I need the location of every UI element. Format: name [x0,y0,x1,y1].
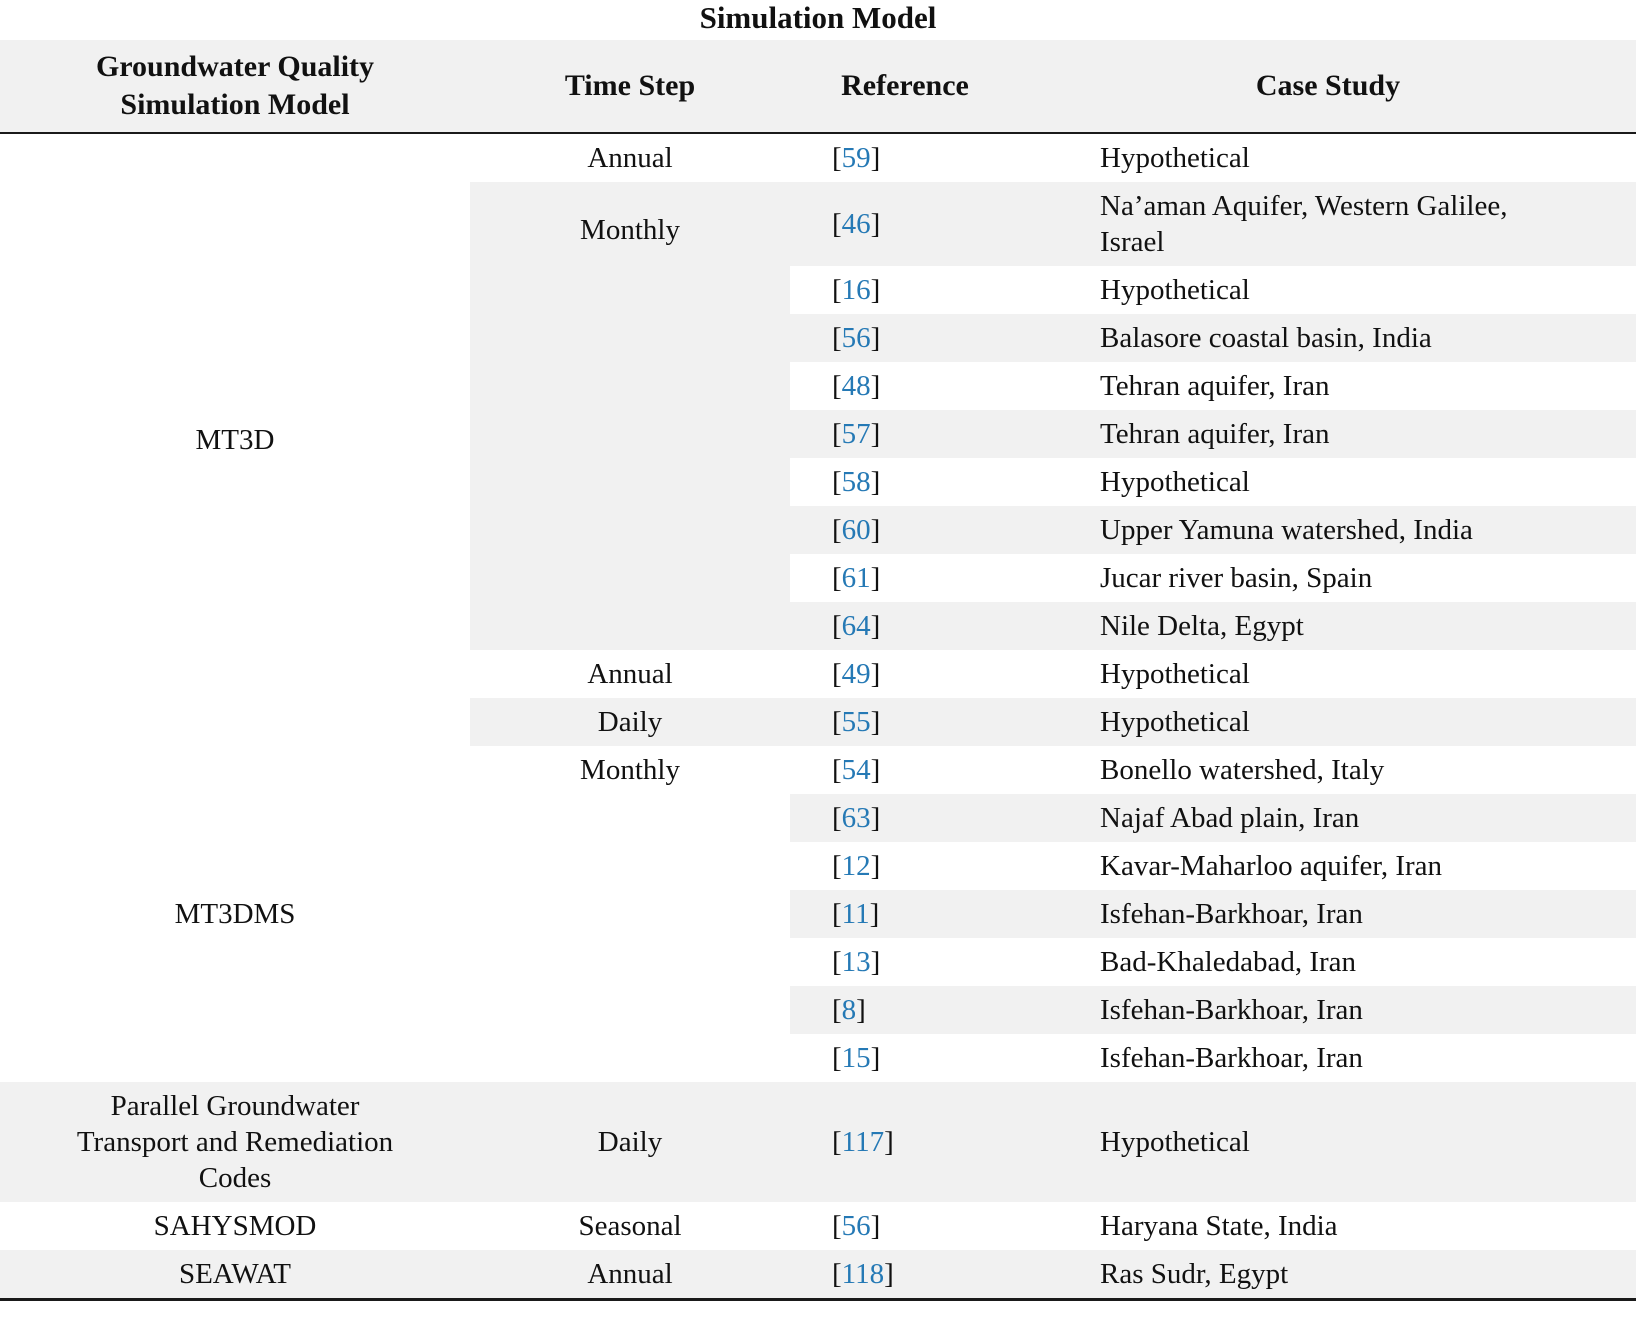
table-row [0,746,1636,794]
bracket-open: [ [832,370,842,402]
bracket-open: [ [832,514,842,546]
bracket-open: [ [832,418,842,450]
reference-link[interactable]: 54 [841,754,871,786]
bracket-open: [ [832,946,842,978]
bracket-open: [ [832,562,842,594]
reference-cell [790,746,1020,794]
reference-cell [790,938,1020,986]
reference-link[interactable]: 48 [841,370,871,402]
time-step-cell: Annual [587,142,673,174]
case-study-cell: Kavar-Maharloo aquifer, Iran [1100,850,1443,882]
bracket-close: ] [884,1258,894,1290]
bracket-open: [ [832,466,842,498]
bracket-open: [ [832,322,842,354]
reference-cell [790,1082,1020,1202]
model-cell: SEAWAT [0,1250,470,1300]
bracket-close: ] [870,466,881,498]
reference-cell [790,410,1020,458]
case-study-cell: Najaf Abad plain, Iran [1020,794,1636,842]
reference-cell [790,362,1020,410]
model-cell: MT3D [195,424,275,456]
case-study-cell: Hypothetical [1020,698,1636,746]
bracket-open: [ [832,1210,842,1242]
reference-cell [790,842,1020,890]
bracket-close: ] [870,610,881,642]
bracket-open: [ [832,754,842,786]
case-study-cell: Tehran aquifer, Iran [1100,370,1330,402]
case-study-cell: Na’aman Aquifer, Western Galilee, Israel [1020,182,1636,266]
time-step-cell: Daily [470,1082,790,1202]
case-study-cell: Isfehan-Barkhoar, Iran [1100,1042,1363,1074]
reference-link[interactable]: 59 [841,142,871,174]
time-step-cell: Daily [470,698,790,746]
reference-link[interactable]: 118 [841,1258,885,1290]
reference-link[interactable]: 58 [841,466,871,498]
bracket-close: ] [870,946,881,978]
header-reference-column: Reference [790,40,1020,133]
case-study-cell: Bonello watershed, Italy [1100,754,1385,786]
simulation-model-table [0,40,1636,1301]
bracket-open: [ [832,142,842,174]
header-case-study-column: Case Study [1020,40,1636,133]
table-row [0,1082,1636,1202]
bracket-open: [ [832,802,842,834]
reference-link[interactable]: 16 [841,274,871,306]
case-study-cell: Bad-Khaledabad, Iran [1100,946,1357,978]
bracket-close: ] [870,514,881,546]
reference-cell [790,986,1020,1034]
reference-link[interactable]: 57 [841,418,871,450]
reference-cell [790,506,1020,554]
time-step-cell: Seasonal [578,1210,682,1242]
reference-link[interactable]: 46 [841,208,871,240]
time-step-cell: Annual [470,1250,790,1300]
reference-link[interactable]: 13 [841,946,871,978]
header-time-step-column: Time Step [470,40,790,133]
model-cell: MT3DMS [174,898,296,930]
case-study-cell: Hypothetical [1100,658,1250,690]
bracket-close: ] [870,142,881,174]
reference-link[interactable]: 11 [841,898,870,930]
reference-cell [790,1250,1020,1300]
case-study-cell: Hypothetical [1020,1082,1636,1202]
reference-cell [790,650,1020,698]
reference-cell [790,890,1020,938]
case-study-cell: Upper Yamuna watershed, India [1020,506,1636,554]
reference-link[interactable]: 56 [841,322,871,354]
case-study-cell: Balasore coastal basin, India [1020,314,1636,362]
model-cell: SAHYSMOD [153,1210,317,1242]
table-row [0,133,1636,182]
reference-cell [790,602,1020,650]
case-study-cell: Jucar river basin, Spain [1100,562,1373,594]
bracket-close: ] [870,850,881,882]
bracket-close: ] [869,898,880,930]
bracket-open: [ [832,898,842,930]
reference-cell [790,794,1020,842]
bracket-close: ] [870,562,881,594]
reference-link[interactable]: 56 [841,1210,871,1242]
reference-link[interactable]: 61 [841,562,871,594]
reference-cell [790,1202,1020,1250]
reference-cell [790,182,1020,266]
case-study-cell: Ras Sudr, Egypt [1020,1250,1636,1300]
table-body [0,133,1636,1300]
table-title: Simulation Model [699,0,937,35]
bracket-open: [ [832,994,842,1026]
bracket-open: [ [832,274,842,306]
bracket-close: ] [870,1210,881,1242]
bracket-close: ] [884,1126,894,1158]
table-row [0,1202,1636,1250]
reference-link[interactable]: 60 [841,514,871,546]
case-study-cell: Isfehan-Barkhoar, Iran [1020,890,1636,938]
bracket-open: [ [832,1258,842,1290]
reference-link[interactable]: 117 [841,1126,885,1158]
case-study-cell: Hypothetical [1100,142,1250,174]
case-study-cell: Hypothetical [1100,274,1250,306]
bracket-open: [ [832,658,842,690]
reference-link[interactable]: 64 [841,610,871,642]
header-model-column: Groundwater Quality Simulation Model [0,40,470,133]
bracket-close: ] [856,994,866,1026]
reference-link[interactable]: 8 [841,994,857,1026]
time-step-cell: Monthly [580,754,680,786]
bracket-close: ] [870,208,881,240]
reference-link[interactable]: 12 [841,850,871,882]
case-study-cell: Tehran aquifer, Iran [1020,410,1636,458]
bracket-open: [ [832,208,842,240]
reference-cell [790,698,1020,746]
reference-cell [790,314,1020,362]
time-step-cell: Monthly [470,182,790,650]
bracket-close: ] [870,1042,881,1074]
model-cell: Parallel Groundwater Transport and Remediation Codes [0,1082,470,1202]
bracket-close: ] [870,322,881,354]
bracket-open: [ [832,1042,842,1074]
bracket-close: ] [870,418,881,450]
case-study-cell: Isfehan-Barkhoar, Iran [1020,986,1636,1034]
reference-cell [790,554,1020,602]
bracket-open: [ [832,706,842,738]
bracket-close: ] [870,370,881,402]
reference-cell [790,458,1020,506]
bracket-close: ] [870,274,881,306]
reference-cell [790,1034,1020,1082]
header-row [0,40,1636,133]
reference-link[interactable]: 63 [841,802,871,834]
bracket-open: [ [832,1126,842,1158]
bracket-close: ] [870,658,881,690]
case-study-cell: Nile Delta, Egypt [1020,602,1636,650]
table-header [0,40,1636,133]
reference-link[interactable]: 49 [841,658,871,690]
case-study-cell: Haryana State, India [1100,1210,1338,1242]
reference-cell [790,133,1020,182]
reference-link[interactable]: 55 [841,706,871,738]
time-step-cell: Annual [587,658,673,690]
bracket-close: ] [870,802,881,834]
table-row [0,1250,1636,1300]
reference-link[interactable]: 15 [841,1042,871,1074]
reference-cell [790,266,1020,314]
bracket-open: [ [832,610,842,642]
bracket-close: ] [870,754,881,786]
case-study-cell: Hypothetical [1100,466,1250,498]
bracket-close: ] [870,706,881,738]
bracket-open: [ [832,850,842,882]
